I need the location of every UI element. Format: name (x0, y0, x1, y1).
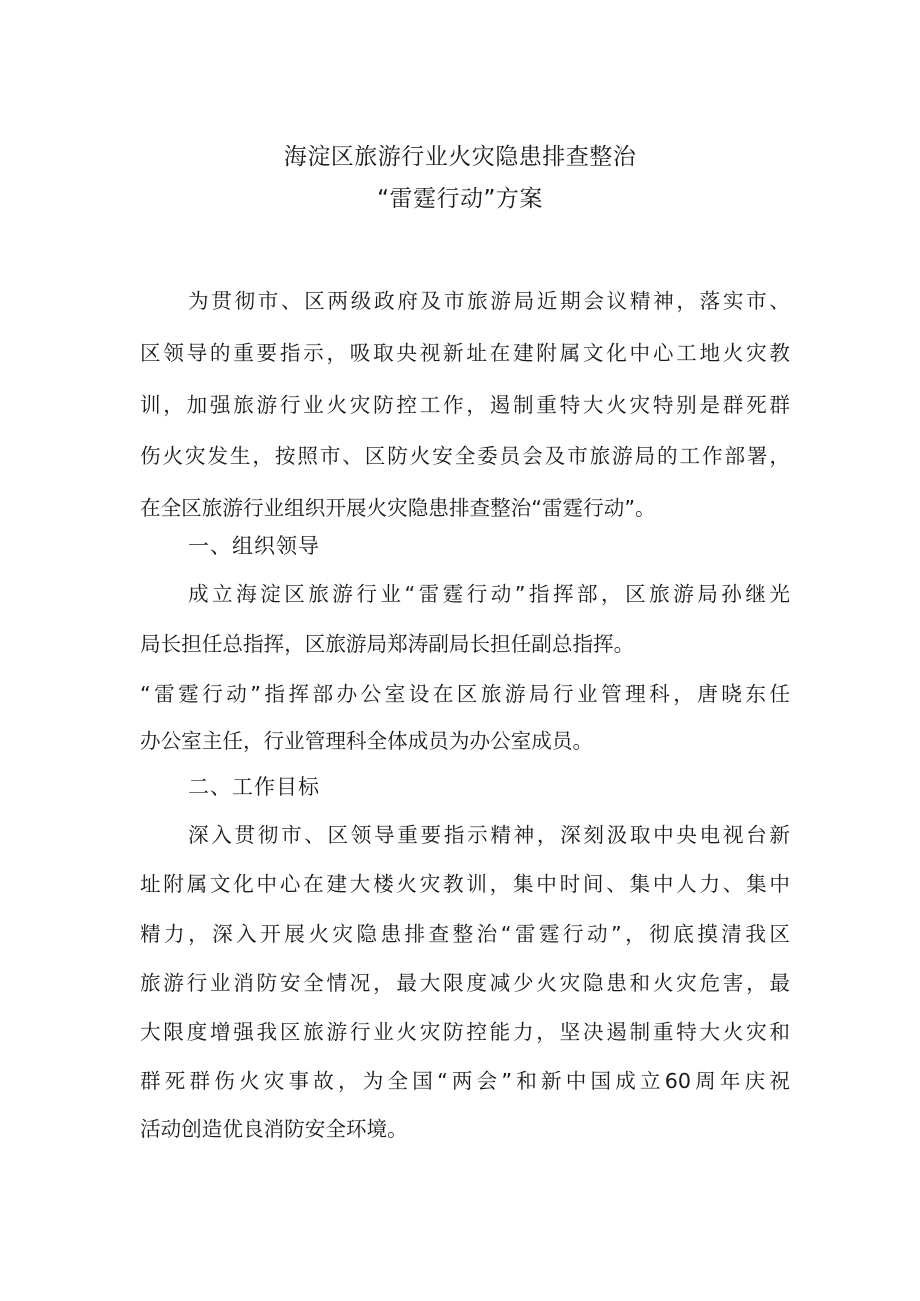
section1-line-4: 办公室主任，行业管理科全体成员为办公室成员。 (140, 729, 594, 753)
intro-line-5: 在全区旅游行业组织开展火灾隐患排查整治“雷霆行动”。 (140, 496, 656, 520)
section1-line-3: “雷霆行动”指挥部办公室设在区旅游局行业管理科，唐晓东任 (140, 682, 790, 706)
intro-line-4: 伤火灾发生，按照市、区防火安全委员会及市旅游局的工作部署， (140, 444, 790, 468)
section2-line-2: 址附属文化中心在建大楼火灾教训，集中时间、集中人力、集中 (140, 872, 790, 896)
section2-line-7: 活动创造优良消防安全环境。 (140, 1117, 408, 1141)
intro-line-3: 训，加强旅游行业火灾防控工作，遏制重特大火灾特别是群死群 (140, 393, 790, 417)
section2-line-4: 旅游行业消防安全情况，最大限度减少火灾隐患和火灾危害，最 (140, 971, 790, 995)
section2-line-3: 精力，深入开展火灾隐患排查整治“雷霆行动”，彻底摸清我区 (140, 922, 790, 946)
section1-line-1: 成立海淀区旅游行业“雷霆行动”指挥部，区旅游局孙继光 (188, 582, 790, 606)
intro-line-1: 为贯彻市、区两级政府及市旅游局近期会议精神，落实市、 (188, 289, 790, 313)
section1-line-2: 局长担任总指挥，区旅游局郑涛副局长担任副总指挥。 (140, 632, 635, 656)
document-title-line-1: 海淀区旅游行业火灾隐患排查整治 (283, 144, 637, 170)
section-heading-goals: 二、工作目标 (188, 775, 320, 799)
document-title-line-2: “雷霆行动”方案 (377, 186, 543, 212)
section2-line-6: 群死群伤火灾事故，为全国“两会”和新中国成立60周年庆祝 (140, 1069, 790, 1093)
section2-line-1: 深入贯彻市、区领导重要指示精神，深刻汲取中央电视台新 (188, 823, 790, 847)
intro-line-2: 区领导的重要指示，吸取央视新址在建附属文化中心工地火灾教 (140, 341, 790, 365)
section2-line-5: 大限度增强我区旅游行业火灾防控能力，坚决遏制重特大火灾和 (140, 1020, 790, 1044)
section-heading-organization: 一、组织领导 (188, 534, 320, 558)
